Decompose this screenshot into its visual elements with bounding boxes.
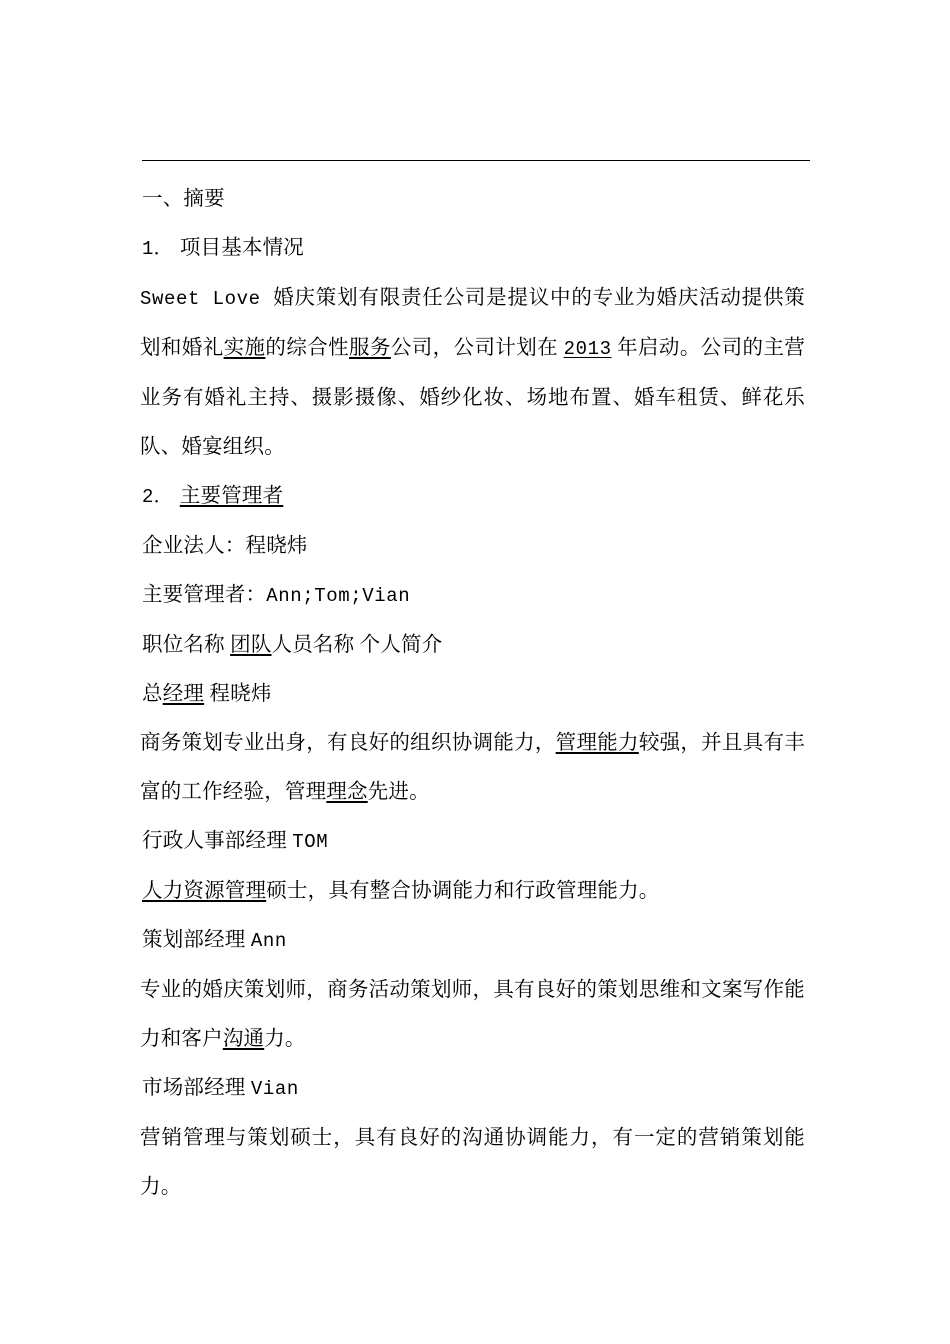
overview-text-a: 婚庆策划有限责任公司是提议中的专业为婚庆活动提供策划和婚礼 [140,287,805,359]
paragraph-project-overview [140,274,805,472]
header-divider [142,160,810,161]
general-manager-underline: 经理 [162,683,205,705]
list-number: 1． [142,238,173,260]
general-manager-a: 总 [142,683,163,705]
overview-text-d: 年启动。公司的主营业务有婚礼主持、摄影摄像、婚纱化妆、场地布置、婚车租赁、鲜花乐队、婚宴组织。 [140,337,806,458]
paragraph-main-managers [140,571,805,621]
paragraph-general-manager-bio [140,719,805,817]
paragraph-marketing-manager-bio: 营销管理与策划硕士，具有良好的沟通协调能力，有一定的营销策划能力。 [140,1127,805,1198]
gm-bio-c: 先进。 [367,781,430,803]
gm-bio-b: 较强，并且具有丰富的工作经验，管理 [140,732,805,803]
main-managers-label: 主要管理者： [142,584,267,606]
overview-text-b: 的综合性 [265,337,350,359]
table-header-a: 职位名称 [142,634,231,656]
paragraph-hr-manager-bio [140,867,805,916]
section-heading: 一、摘要 [142,188,225,210]
marketing-manager-title: 市场部经理 [142,1077,251,1099]
list-number: 2． [142,486,173,508]
general-manager-b: 程晓炜 [204,683,272,705]
table-header-b: 人员名称 个人简介 [271,634,443,656]
main-managers-values: Ann;Tom;Vian [266,585,411,607]
gm-bio-underline-a: 管理能力 [555,732,639,754]
document-body [140,175,805,1212]
gm-bio-underline-b: 理念 [326,781,368,803]
list-text: 主要管理者 [179,485,284,507]
paragraph-planning-manager [140,916,805,966]
planning-manager-name: Ann [250,930,287,952]
gm-bio-a: 商务策划专业出身，有良好的组织协调能力， [140,732,556,754]
planning-bio-b: 力。 [264,1028,306,1050]
paragraph-managers-heading [140,472,805,522]
planning-bio-underline: 沟通 [222,1028,265,1050]
table-header-underline: 团队 [230,634,272,656]
paragraph-general-manager [140,670,805,719]
hr-bio-text: 硕士，具有整合协调能力和行政管理能力。 [266,880,660,902]
paragraph-table-header [140,621,805,670]
list-text: 项目基本情况 [179,237,305,259]
hr-bio-underline: 人力资源管理 [142,880,267,902]
overview-underline-b: 服务 [349,337,391,359]
paragraph-marketing-manager [140,1064,805,1114]
hr-manager-title: 行政人事部经理 [142,830,293,852]
planning-bio-a: 专业的婚庆策划师，商务活动策划师，具有良好的策划思维和文案写作能力和客户 [140,979,805,1050]
paragraph-legal-person: 企业法人：程晓炜 [142,535,308,557]
planning-manager-title: 策划部经理 [142,929,251,951]
paragraph-project-overview-heading [140,224,805,274]
paragraph-hr-manager [140,817,805,867]
company-name-latin: Sweet Love [140,288,274,310]
hr-manager-name: TOM [292,831,329,853]
paragraph-planning-manager-bio [140,966,805,1064]
marketing-manager-name: Vian [250,1078,299,1100]
overview-year: 2013 [563,338,612,360]
overview-underline-a: 实施 [223,337,266,359]
overview-text-c: 公司，公司计划在 [390,337,564,359]
